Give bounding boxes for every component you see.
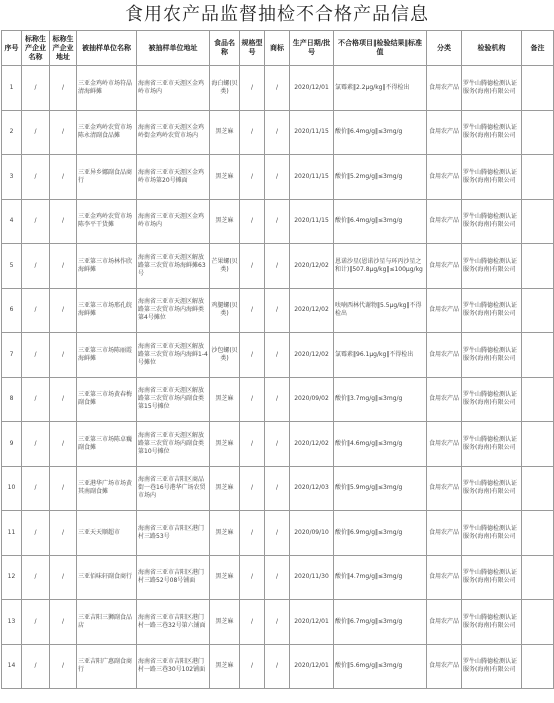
cell-sampled-unit-name: 三亚第三市场黄春梅副食摊: [77, 377, 137, 422]
cell-manufacturer-address: /: [50, 644, 77, 689]
cell-serial: 1: [2, 66, 22, 111]
cell-manufacturer-address: /: [50, 155, 77, 200]
cell-manufacturer-address: /: [50, 511, 77, 556]
cell-inspection-agency: 罗牛山腾德检测认证服务(海南)有限公司: [462, 155, 522, 200]
cell-trademark: /: [265, 288, 290, 333]
cell-spec-model: /: [240, 66, 265, 111]
column-header: 分类: [427, 31, 462, 66]
cell-sampled-unit-address: 海南省三亚市天涯区金鸡岭市场内: [137, 199, 210, 244]
cell-production-date: 2020/09/10: [290, 511, 334, 556]
cell-food-name: 芒果螺(贝类): [210, 244, 240, 289]
cell-manufacturer-address: /: [50, 600, 77, 645]
cell-spec-model: /: [240, 555, 265, 600]
cell-remarks: [522, 66, 554, 111]
cell-food-name: 黑芝麻: [210, 110, 240, 155]
cell-sampled-unit-name: 三亚异乡娜副食品商行: [77, 155, 137, 200]
cell-inspection-agency: 罗牛山腾德检测认证服务(海南)有限公司: [462, 288, 522, 333]
cell-remarks: [522, 244, 554, 289]
cell-manufacturer-address: /: [50, 110, 77, 155]
column-header: 商标: [265, 31, 290, 66]
cell-trademark: /: [265, 511, 290, 556]
cell-inspection-agency: 罗牛山腾德检测认证服务(海南)有限公司: [462, 377, 522, 422]
cell-food-name: 黑芝麻: [210, 377, 240, 422]
table-header-row: [2, 31, 554, 66]
cell-inspection-agency: 罗牛山腾德检测认证服务(海南)有限公司: [462, 110, 522, 155]
cell-failed-item: 氯霉素‖2.2μg/kg‖不得检出: [334, 66, 427, 111]
column-header: 生产日期/批号: [290, 31, 334, 66]
table-row: [2, 199, 554, 244]
cell-sampled-unit-address: 海南省三亚市吉阳区港门村三路52号08号铺面: [137, 555, 210, 600]
cell-failed-item: 氯霉素‖96.1μg/kg‖不得检出: [334, 333, 427, 378]
table-row: [2, 466, 554, 511]
column-header: 序号: [2, 31, 22, 66]
cell-spec-model: /: [240, 422, 265, 467]
cell-category: 食用农产品: [427, 244, 462, 289]
cell-spec-model: /: [240, 199, 265, 244]
cell-remarks: [522, 110, 554, 155]
cell-production-date: 2020/12/02: [290, 288, 334, 333]
cell-trademark: /: [265, 110, 290, 155]
cell-sampled-unit-address: 海南省三亚市天涯区解放路第三农贸市场海鲜摊63号: [137, 244, 210, 289]
cell-sampled-unit-name: 三亚佰味轩副食商行: [77, 555, 137, 600]
cell-remarks: [522, 555, 554, 600]
cell-sampled-unit-name: 三亚金鸡岭农贸市场陈李平干货摊: [77, 199, 137, 244]
cell-inspection-agency: 罗牛山腾德检测认证服务(海南)有限公司: [462, 244, 522, 289]
cell-trademark: /: [265, 377, 290, 422]
cell-remarks: [522, 155, 554, 200]
cell-category: 食用农产品: [427, 555, 462, 600]
cell-production-date: 2020/11/15: [290, 110, 334, 155]
cell-food-name: 鸡腿螺(贝类): [210, 288, 240, 333]
cell-sampled-unit-address: 海南省三亚市吉阳区港门村三路53号: [137, 511, 210, 556]
table-row: [2, 288, 554, 333]
cell-sampled-unit-address: 海南省三亚市天涯区金鸡岭市场内: [137, 66, 210, 111]
cell-trademark: /: [265, 333, 290, 378]
column-header: 不合格项目‖检验结果‖标准值: [334, 31, 427, 66]
cell-manufacturer-name: /: [22, 377, 50, 422]
cell-category: 食用农产品: [427, 466, 462, 511]
table-row: [2, 422, 554, 467]
table-row: [2, 244, 554, 289]
table-row: [2, 66, 554, 111]
cell-category: 食用农产品: [427, 288, 462, 333]
cell-manufacturer-address: /: [50, 199, 77, 244]
cell-manufacturer-address: /: [50, 377, 77, 422]
table-row: [2, 511, 554, 556]
cell-sampled-unit-name: 三亚第三市场陈卓巍副食摊: [77, 422, 137, 467]
cell-food-name: 黑芝麻: [210, 511, 240, 556]
table-row: [2, 555, 554, 600]
cell-sampled-unit-address: 海南省三亚市天涯区金鸡岭市场第20号摊面: [137, 155, 210, 200]
cell-category: 食用农产品: [427, 422, 462, 467]
cell-sampled-unit-name: 三亚金鸡岭农贸市场陈永清副食品摊: [77, 110, 137, 155]
cell-food-name: 黑芝麻: [210, 422, 240, 467]
cell-sampled-unit-name: 三亚第三市场林作欣海鲜摊: [77, 244, 137, 289]
cell-sampled-unit-address: 海南省三亚市吉阳区港门村一路三巷30号102铺面: [137, 644, 210, 689]
cell-serial: 12: [2, 555, 22, 600]
cell-category: 食用农产品: [427, 511, 462, 556]
cell-food-name: 黑芝麻: [210, 644, 240, 689]
cell-serial: 4: [2, 199, 22, 244]
cell-manufacturer-address: /: [50, 422, 77, 467]
cell-production-date: 2020/12/01: [290, 66, 334, 111]
cell-failed-item: 酸价‖6.4mg/g‖≤3mg/g: [334, 110, 427, 155]
cell-manufacturer-name: /: [22, 333, 50, 378]
column-header: 食品名称: [210, 31, 240, 66]
cell-manufacturer-name: /: [22, 199, 50, 244]
cell-production-date: 2020/12/02: [290, 422, 334, 467]
cell-category: 食用农产品: [427, 110, 462, 155]
cell-manufacturer-name: /: [22, 511, 50, 556]
cell-failed-item: 酸价‖6.9mg/g‖≤3mg/g: [334, 511, 427, 556]
cell-remarks: [522, 422, 554, 467]
cell-production-date: 2020/12/02: [290, 333, 334, 378]
column-header: 检验机构: [462, 31, 522, 66]
cell-production-date: 2020/12/01: [290, 644, 334, 689]
cell-remarks: [522, 466, 554, 511]
cell-trademark: /: [265, 600, 290, 645]
cell-trademark: /: [265, 555, 290, 600]
inspection-table: [1, 30, 554, 689]
column-header: 被抽样单位名称: [77, 31, 137, 66]
cell-inspection-agency: 罗牛山腾德检测认证服务(海南)有限公司: [462, 422, 522, 467]
cell-trademark: /: [265, 66, 290, 111]
cell-sampled-unit-address: 海南省三亚市天涯区解放路第三农贸市场内副食类第15号摊位: [137, 377, 210, 422]
cell-production-date: 2020/12/01: [290, 600, 334, 645]
cell-inspection-agency: 罗牛山腾德检测认证服务(海南)有限公司: [462, 66, 522, 111]
cell-failed-item: 酸价‖6.7mg/g‖≤3mg/g: [334, 600, 427, 645]
cell-spec-model: /: [240, 466, 265, 511]
cell-remarks: [522, 377, 554, 422]
table-row: [2, 600, 554, 645]
cell-sampled-unit-name: 三亚第三市场邢孔皖海鲜摊: [77, 288, 137, 333]
column-header: 备注: [522, 31, 554, 66]
cell-serial: 3: [2, 155, 22, 200]
cell-food-name: 黑芝麻: [210, 466, 240, 511]
cell-remarks: [522, 511, 554, 556]
cell-category: 食用农产品: [427, 333, 462, 378]
table-row: [2, 377, 554, 422]
cell-manufacturer-name: /: [22, 288, 50, 333]
cell-production-date: 2020/12/03: [290, 466, 334, 511]
cell-production-date: 2020/11/30: [290, 555, 334, 600]
cell-spec-model: /: [240, 511, 265, 556]
cell-serial: 11: [2, 511, 22, 556]
cell-category: 食用农产品: [427, 66, 462, 111]
cell-inspection-agency: 罗牛山腾德检测认证服务(海南)有限公司: [462, 511, 522, 556]
cell-inspection-agency: 罗牛山腾德检测认证服务(海南)有限公司: [462, 600, 522, 645]
cell-manufacturer-name: /: [22, 244, 50, 289]
cell-food-name: 黑芝麻: [210, 555, 240, 600]
cell-failed-item: 酸价‖4.6mg/g‖≤3mg/g: [334, 422, 427, 467]
cell-serial: 7: [2, 333, 22, 378]
cell-manufacturer-name: /: [22, 422, 50, 467]
cell-serial: 5: [2, 244, 22, 289]
cell-inspection-agency: 罗牛山腾德检测认证服务(海南)有限公司: [462, 466, 522, 511]
cell-manufacturer-address: /: [50, 466, 77, 511]
column-header: 标称生产企业地址: [50, 31, 77, 66]
cell-manufacturer-name: /: [22, 644, 50, 689]
cell-manufacturer-name: /: [22, 66, 50, 111]
table-row: [2, 110, 554, 155]
cell-production-date: 2020/12/02: [290, 244, 334, 289]
cell-spec-model: /: [240, 644, 265, 689]
cell-production-date: 2020/09/02: [290, 377, 334, 422]
cell-sampled-unit-name: 三亚港华广场市场黄其南副食摊: [77, 466, 137, 511]
cell-category: 食用农产品: [427, 155, 462, 200]
cell-manufacturer-address: /: [50, 333, 77, 378]
cell-manufacturer-name: /: [22, 466, 50, 511]
cell-food-name: 黑芝麻: [210, 155, 240, 200]
cell-remarks: [522, 288, 554, 333]
cell-sampled-unit-address: 海南省三亚市天涯区解放路第三农贸市场内副食类第10号摊位: [137, 422, 210, 467]
cell-failed-item: 呋喃西林代谢物‖5.5μg/kg‖不得检出: [334, 288, 427, 333]
cell-remarks: [522, 644, 554, 689]
column-header: 规格型号: [240, 31, 265, 66]
cell-failed-item: 恩诺沙星(恩诺沙星与环丙沙星之和计)‖507.8μg/kg‖≤100μg/kg: [334, 244, 427, 289]
cell-failed-item: 酸价‖5.2mg/g‖≤3mg/g: [334, 155, 427, 200]
table-row: [2, 155, 554, 200]
cell-food-name: 海白螺(贝类): [210, 66, 240, 111]
cell-sampled-unit-name: 三亚天天顺超市: [77, 511, 137, 556]
cell-serial: 14: [2, 644, 22, 689]
cell-failed-item: 酸价‖4.7mg/g‖≤3mg/g: [334, 555, 427, 600]
cell-category: 食用农产品: [427, 644, 462, 689]
cell-failed-item: 酸价‖5.6mg/g‖≤3mg/g: [334, 644, 427, 689]
cell-sampled-unit-name: 三亚吉阳三狮副食品店: [77, 600, 137, 645]
cell-remarks: [522, 600, 554, 645]
cell-production-date: 2020/11/15: [290, 155, 334, 200]
cell-trademark: /: [265, 155, 290, 200]
cell-inspection-agency: 罗牛山腾德检测认证服务(海南)有限公司: [462, 644, 522, 689]
column-header: 被抽样单位地址: [137, 31, 210, 66]
cell-trademark: /: [265, 422, 290, 467]
cell-inspection-agency: 罗牛山腾德检测认证服务(海南)有限公司: [462, 199, 522, 244]
cell-manufacturer-name: /: [22, 600, 50, 645]
cell-trademark: /: [265, 244, 290, 289]
cell-failed-item: 酸价‖5.9mg/g‖≤3mg/g: [334, 466, 427, 511]
cell-production-date: 2020/11/15: [290, 199, 334, 244]
cell-spec-model: /: [240, 600, 265, 645]
cell-inspection-agency: 罗牛山腾德检测认证服务(海南)有限公司: [462, 333, 522, 378]
cell-sampled-unit-address: 海南省三亚市吉阳区港门村一路三巷32号第六铺面: [137, 600, 210, 645]
cell-spec-model: /: [240, 333, 265, 378]
cell-trademark: /: [265, 644, 290, 689]
table-row: [2, 333, 554, 378]
page-title: 食用农产品监督抽检不合格产品信息: [125, 4, 429, 25]
cell-trademark: /: [265, 199, 290, 244]
cell-manufacturer-name: /: [22, 155, 50, 200]
cell-remarks: [522, 199, 554, 244]
cell-manufacturer-address: /: [50, 66, 77, 111]
cell-serial: 13: [2, 600, 22, 645]
cell-serial: 6: [2, 288, 22, 333]
cell-serial: 8: [2, 377, 22, 422]
cell-serial: 2: [2, 110, 22, 155]
cell-failed-item: 酸价‖3.7mg/g‖≤3mg/g: [334, 377, 427, 422]
table-row: [2, 644, 554, 689]
cell-category: 食用农产品: [427, 199, 462, 244]
cell-inspection-agency: 罗牛山腾德检测认证服务(海南)有限公司: [462, 555, 522, 600]
cell-sampled-unit-address: 海南省三亚市吉阳区商品街一巷16号港华广场农贸市场内: [137, 466, 210, 511]
cell-category: 食用农产品: [427, 600, 462, 645]
cell-manufacturer-address: /: [50, 555, 77, 600]
cell-remarks: [522, 333, 554, 378]
cell-manufacturer-address: /: [50, 244, 77, 289]
cell-sampled-unit-name: 三亚第三市场陈丽霞海鲜摊: [77, 333, 137, 378]
column-header: 标称生产企业名称: [22, 31, 50, 66]
cell-sampled-unit-name: 三亚吉阳广惠副食商行: [77, 644, 137, 689]
cell-spec-model: /: [240, 155, 265, 200]
cell-spec-model: /: [240, 244, 265, 289]
cell-failed-item: 酸价‖6.4mg/g‖≤3mg/g: [334, 199, 427, 244]
cell-manufacturer-name: /: [22, 555, 50, 600]
cell-serial: 10: [2, 466, 22, 511]
cell-food-name: 黑芝麻: [210, 600, 240, 645]
cell-spec-model: /: [240, 110, 265, 155]
cell-food-name: 黑芝麻: [210, 199, 240, 244]
cell-sampled-unit-address: 海南省三亚市天涯区解放路第三农贸市场内海鲜1-4号摊位: [137, 333, 210, 378]
cell-manufacturer-name: /: [22, 110, 50, 155]
cell-sampled-unit-address: 海南省三亚市天涯区解放路第三农贸市场内海鲜类第4号摊位: [137, 288, 210, 333]
cell-trademark: /: [265, 466, 290, 511]
cell-sampled-unit-name: 三亚金鸡岭市场符晶清海鲜摊: [77, 66, 137, 111]
cell-food-name: 沙包螺(贝类): [210, 333, 240, 378]
table-body: [2, 66, 554, 689]
cell-serial: 9: [2, 422, 22, 467]
cell-spec-model: /: [240, 288, 265, 333]
cell-sampled-unit-address: 海南省三亚市天涯区金鸡岭街金鸡岭农贸市场内: [137, 110, 210, 155]
cell-category: 食用农产品: [427, 377, 462, 422]
cell-manufacturer-address: /: [50, 288, 77, 333]
cell-spec-model: /: [240, 377, 265, 422]
